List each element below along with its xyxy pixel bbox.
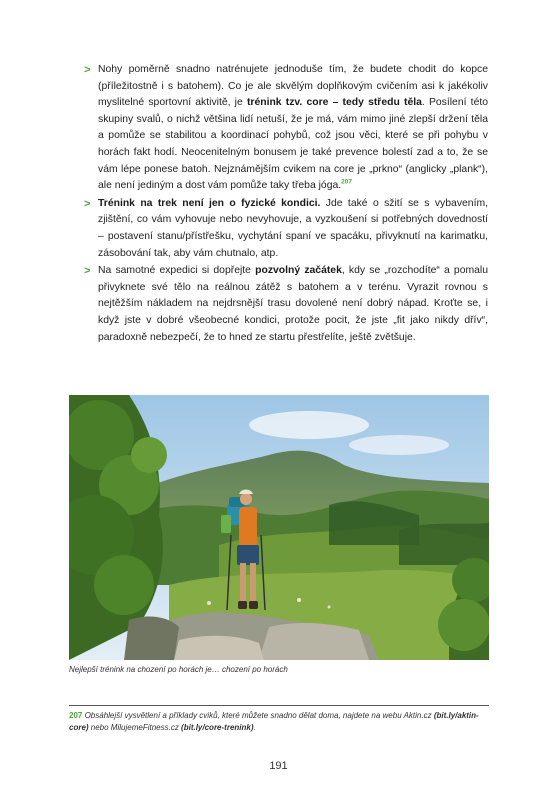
footnote-link[interactable]: (bit.ly/core-trenink) bbox=[181, 722, 254, 732]
footnote-divider bbox=[69, 705, 489, 706]
bullet-text: Na samotné expedici si dopřejte bbox=[98, 265, 256, 277]
bullet-item-core bbox=[84, 62, 488, 195]
footnote-reference[interactable]: 207 bbox=[341, 178, 353, 186]
chevron-bullet-icon: > bbox=[84, 197, 91, 210]
bullet-item-start bbox=[84, 263, 488, 346]
footnote-text: Obsáhlejší vysvětlení a příklady cviků, které můžete snadno dělat doma, najdete na webu Aktin.cz bbox=[82, 711, 434, 720]
mountain-hiker-photo bbox=[69, 395, 489, 660]
footnote-text: . bbox=[253, 722, 256, 732]
footnote-text: nebo MilujemeFitness.cz bbox=[88, 722, 182, 732]
bullet-emphasis: trénink tzv. core – tedy středu těla bbox=[246, 97, 422, 109]
bullet-text: , kdy se „rozchodíte“ a pomalu přivyknete své tělo na reálnou zátěž s batohem a v terénu. Vyrazit rovnou s nejtěžším nákladem na nejdrsnější trasu dovolené není dobrý nápad. Kroťte se, i když jste v dobré všeobecné kondici, protože pocit, že jste „fit jako nikdy dřív“, paradoxně nebezpečí, že to hned ze startu přestřelíte, ještě zvětšuje. bbox=[98, 265, 489, 343]
footnote bbox=[69, 710, 489, 733]
bullet-emphasis: Trénink na trek není jen o fyzické kondici. bbox=[98, 197, 321, 209]
footnote-link[interactable]: (bit.ly/aktin-core) bbox=[69, 711, 479, 732]
bullet-item-training bbox=[84, 196, 488, 262]
main-text bbox=[84, 62, 488, 346]
chevron-bullet-icon: > bbox=[84, 64, 91, 76]
footnote-number: 207 bbox=[69, 711, 83, 720]
bullet-text: Nohy poměrně snadno natrénujete jednoduše tím, že budete chodit do kopce (příležitostně i s batohem). Co je ale skvělým doplňkovým cvičením asi k jakékoliv myslitelné sportovní aktivitě, je bbox=[98, 64, 488, 109]
photo-caption: Nejlepší trénink na chození po horách je… chození po horách bbox=[69, 665, 288, 674]
page-number: 191 bbox=[269, 760, 288, 772]
bullet-text: . Posílení této skupiny svalů, o nichž většina lidí netuší, že je má, vám mimo jiné zlepší držení těla a pomůže se stabilitou a koordinací pohybů, což jsou věci, které se při pohybu v horách fakt hodí. Neocenitelným bonusem je také prevence bolestí zad a to, že se vám lépe ponese batoh. Nejznámějším cvikem na core je „prkno“ (anglicky „plank“), ale není jediným a dost vám pomůže taky třeba jóga. bbox=[98, 97, 489, 192]
bullet-emphasis: pozvolný začátek bbox=[255, 265, 342, 277]
chevron-bullet-icon: > bbox=[84, 265, 91, 278]
bullet-text: Jde také o sžití se s vybavením, zjištění, co vám vyhovuje nebo nevyhovuje, a vyzkoušení si potřebných dovedností – postavení stanu/přístřešku, vychytání spaní ve spacáku, přivyknutí na karimatku, zásobování tak, aby vám chutnalo, atp. bbox=[98, 197, 488, 259]
